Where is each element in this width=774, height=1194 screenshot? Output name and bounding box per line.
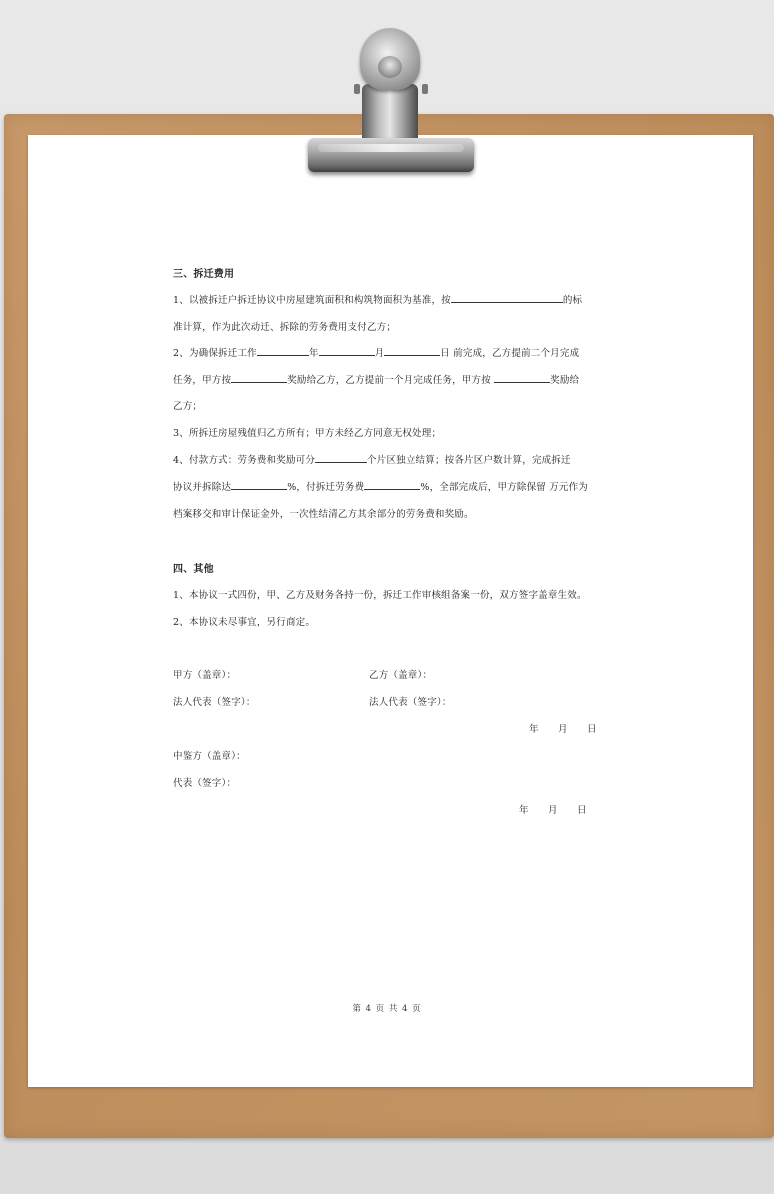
- blank-field[interactable]: [231, 479, 287, 490]
- signature-date-1: 年 月 日: [529, 724, 597, 735]
- section-3-item-2-line-1: 2、为确保拆迁工作 年 月 日 前完成，乙方提前二个月完成: [173, 345, 579, 359]
- blank-field[interactable]: [494, 372, 550, 383]
- blank-field[interactable]: [384, 345, 440, 356]
- party-b-rep-label: 法人代表（签字）：: [369, 697, 452, 708]
- section-3-item-2-line-2: 任务，甲方按 奖励给乙方，乙方提前一个月完成任务，甲方按 奖励给: [173, 372, 579, 386]
- blank-field[interactable]: [319, 345, 375, 356]
- section-4-item-1: 1、本协议一式四份，甲、乙方及财务各持一份，拆迁工作审核组备案一份，双方签字盖章生效。: [173, 590, 587, 601]
- blank-field[interactable]: [257, 345, 309, 356]
- page-number: 第 4 页 共 4 页: [352, 1004, 422, 1014]
- blank-field[interactable]: [364, 479, 420, 490]
- section-4-title: 四、其他: [173, 564, 214, 575]
- section-3-item-1-line-1: 1、以被拆迁户拆迁协议中房屋建筑面积和构筑物面积为基准，按 的标: [173, 292, 582, 306]
- section-3-item-4-line-3: 档案移交和审计保证金外，一次性结清乙方其余部分的劳务费和奖励。: [173, 509, 474, 520]
- section-3-item-2-line-3: 乙方；: [173, 401, 203, 412]
- blank-field[interactable]: [231, 372, 287, 383]
- section-3-item-3: 3、所拆迁房屋残值归乙方所有；甲方未经乙方同意无权处理；: [173, 428, 442, 439]
- binder-clip: [296, 28, 486, 178]
- section-3-item-1-line-2: 准计算，作为此次动迁、拆除的劳务费用支付乙方；: [173, 322, 397, 333]
- signature-date-2: 年 月 日: [519, 805, 587, 816]
- party-b-seal-label: 乙方（盖章）：: [369, 670, 433, 681]
- section-3-item-4-line-2: 协议并拆除达 %，付拆迁劳务费 %，全部完成后，甲方除保留 万元作为: [173, 479, 588, 493]
- document-page: [28, 135, 753, 1087]
- blank-field[interactable]: [315, 452, 367, 463]
- section-3-title: 三、拆迁费用: [173, 269, 235, 280]
- section-3-item-4-line-1: 4、付款方式：劳务费和奖励可分 个片区独立结算；按各片区户数计算，完成拆迁: [173, 452, 571, 466]
- party-a-seal-label: 甲方（盖章）：: [173, 670, 237, 681]
- mediator-rep-label: 代表（签字）：: [173, 778, 237, 789]
- party-a-rep-label: 法人代表（签字）：: [173, 697, 256, 708]
- section-4-item-2: 2、本协议未尽事宜，另行商定。: [173, 617, 316, 628]
- blank-field[interactable]: [451, 292, 563, 303]
- mediator-seal-label: 中鉴方（盖章）：: [173, 751, 246, 762]
